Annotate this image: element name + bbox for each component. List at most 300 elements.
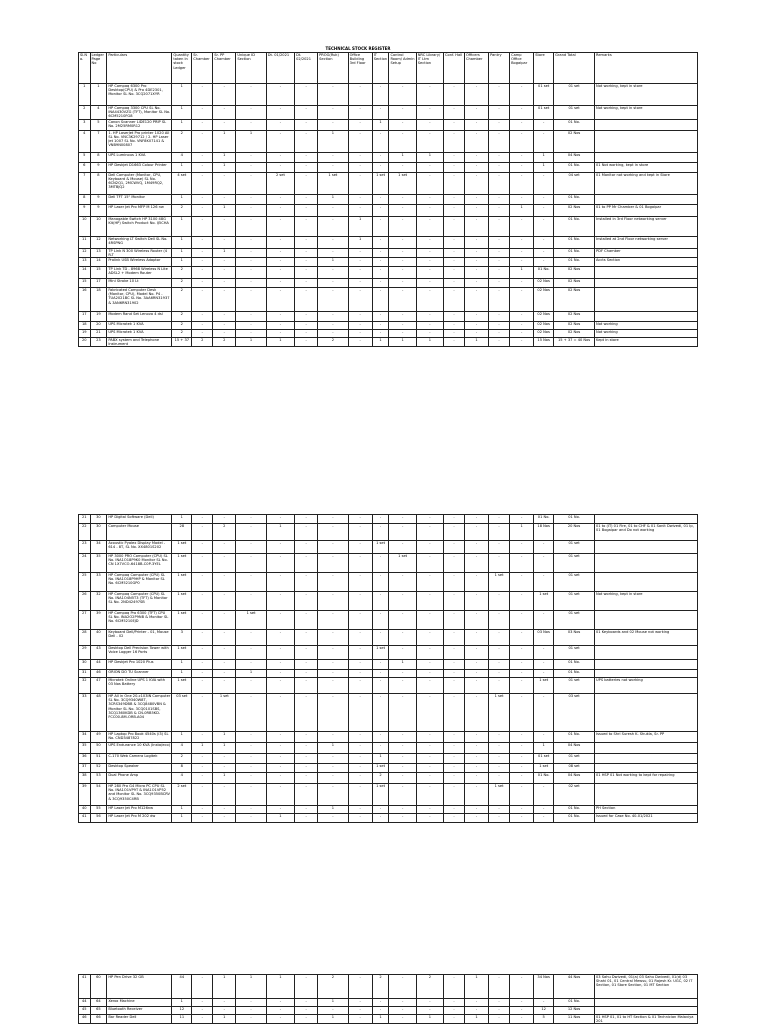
table-cell: - [348,119,372,130]
table-cell: - [192,194,213,204]
table-cell: - [266,732,294,743]
table-cell: - [372,630,389,646]
table-cell: - [489,1007,510,1015]
table-cell: 01 set [554,592,595,611]
table-cell: - [489,773,510,784]
table-cell: - [464,248,488,257]
table-cell: 39 [90,611,107,630]
table-cell: 36 [79,754,91,764]
table-cell: - [295,554,318,573]
table-cell: 08 set [554,764,595,773]
table-cell: - [213,267,236,279]
table-cell: 1 [318,999,348,1007]
table-cell: 31 [79,670,91,678]
table-cell: 55 [90,806,107,814]
table-cell: 01 set [534,106,554,120]
table-cell: 02 Nos [554,204,595,216]
table-cell: - [464,999,488,1007]
table-cell: - [236,84,266,106]
table-cell: - [295,248,318,257]
table-cell: - [510,541,534,554]
table-cell: - [295,678,318,694]
table-cell: 8 [172,764,192,773]
table-cell: 1 [534,162,554,172]
table-cell: - [489,119,510,130]
table-cell: - [348,592,372,611]
table-cell [595,541,698,554]
table-cell: 1 [416,338,443,347]
table-cell: - [489,248,510,257]
table-cell: - [389,784,416,806]
table-cell: - [416,162,443,172]
table-cell: - [534,694,554,732]
table-cell: 1 [464,975,488,999]
table-cell: - [348,288,372,312]
table-cell: HP Compaq Computer (CPU) SL No. INA1O18P9HP & Monitor SL No. 6CM5210GP0 [107,573,172,592]
table-cell: 01 set [554,106,595,120]
table-cell: - [444,258,465,267]
column-header: Office Building 3rd Floor [348,53,372,84]
table-cell: - [372,732,389,743]
table-cell: - [416,288,443,312]
table-cell: - [295,162,318,172]
column-header: Control Room/ Admin Setup [389,53,416,84]
table-cell: - [534,670,554,678]
table-cell: 01 set [534,754,554,764]
table-cell: 1 set [172,611,192,630]
table-cell: 01 No. [554,162,595,172]
table-cell: 1 [172,670,192,678]
table-cell: - [348,554,372,573]
table-cell: 01 Monitor not working and kept in Store [595,172,698,194]
table-cell: - [372,999,389,1007]
table-cell: - [489,152,510,162]
table-cell: - [510,162,534,172]
table-cell: HP Pen Drive 32 GB [107,975,172,999]
table-cell: 24 [79,554,91,573]
table-cell: - [464,678,488,694]
table-cell: - [444,338,465,347]
table-cell: - [213,236,236,248]
table-cell: - [464,592,488,611]
table-cell: 5 [79,152,91,162]
column-header: Unique ID Section [236,53,266,84]
table-cell: - [348,258,372,267]
table-row [79,694,698,732]
table-cell: - [416,130,443,152]
table-cell: 5 [534,1015,554,1024]
table-cell: - [416,806,443,814]
table-cell: - [318,678,348,694]
table-cell [595,119,698,130]
table-cell: - [534,541,554,554]
table-cell: - [464,216,488,236]
table-cell: - [192,773,213,784]
table-cell: - [489,592,510,611]
table-cell: - [295,814,318,823]
table-cell: - [348,773,372,784]
table-cell: - [510,694,534,732]
table-cell: Issued to Shri Suresh K. Shukla, Sr. PP [595,732,698,743]
table-cell: - [416,784,443,806]
table-cell: 01 No. [554,119,595,130]
table-cell: - [372,204,389,216]
table-cell: 01 set [554,611,595,630]
table-cell: - [266,694,294,732]
table-cell: - [213,999,236,1007]
table-cell: Modem Rand Set Lenovo 4 dsl [107,312,172,322]
table-cell: - [510,1007,534,1015]
table-cell: - [192,611,213,630]
table-cell: - [416,84,443,106]
table-cell: - [389,806,416,814]
table-cell: - [192,524,213,541]
table-cell [595,279,698,288]
table-cell: 1 [213,248,236,257]
table-cell: 1 [318,1015,348,1024]
table-cell: - [510,119,534,130]
table-cell: 02 Nos [534,288,554,312]
table-cell: - [266,754,294,764]
table-row [79,1007,698,1015]
table-cell: - [389,678,416,694]
table-cell: Accts Section [595,258,698,267]
table-cell: 1 [172,814,192,823]
table-cell: - [213,660,236,670]
table-cell: 3 [79,119,91,130]
table-cell: - [510,592,534,611]
table-cell: - [213,216,236,236]
table-cell: 1 set [372,646,389,660]
table-cell: - [444,279,465,288]
table-row [79,678,698,694]
table-cell: - [510,312,534,322]
table-cell: - [464,330,488,338]
table-cell: 13 [90,248,107,257]
table-cell: TP Link TD - 8968 Wireless N Lite ADSL2 + Modem Router [107,267,172,279]
table-cell: - [348,678,372,694]
table-cell: 1 [534,743,554,754]
table-cell: - [510,236,534,248]
table-cell: 01 set [534,84,554,106]
table-cell: - [389,130,416,152]
table-cell: - [236,162,266,172]
table-cell: - [318,573,348,592]
table-cell: - [464,573,488,592]
table-cell: 1 [172,248,192,257]
table-cell: 18 [90,288,107,312]
table-cell: 02 Nos [554,288,595,312]
table-cell: - [295,236,318,248]
table-cell: 1 [266,338,294,347]
table-cell: 2 [172,288,192,312]
table-cell: - [236,524,266,541]
table-cell: UPS Microtek 1 KVA [107,330,172,338]
table-cell: - [266,152,294,162]
table-cell: - [510,999,534,1007]
table-cell: 27 [79,611,91,630]
table-cell: - [389,975,416,999]
table-cell: 17 [90,279,107,288]
table-cell: Not working, kept in store [595,84,698,106]
table-cell: - [510,330,534,338]
table-cell: - [213,515,236,524]
table-cell [595,764,698,773]
table-cell: - [295,646,318,660]
table-cell: - [534,172,554,194]
table-cell: - [372,743,389,754]
table-cell: - [348,743,372,754]
column-header: Pantry [489,53,510,84]
table-cell: - [295,743,318,754]
table-cell: 1 [172,194,192,204]
table-cell: - [489,515,510,524]
table-row [79,573,698,592]
table-cell: - [534,236,554,248]
table-cell: - [295,732,318,743]
table-row [79,194,698,204]
table-cell: 13 [79,258,91,267]
table-cell: 01 set [554,541,595,554]
table-cell: 1 set [489,694,510,732]
table-cell: 1 [213,773,236,784]
table-cell: - [266,216,294,236]
table-row [79,216,698,236]
table-cell: Dual Phone Amp [107,773,172,784]
table-cell: - [318,216,348,236]
table-cell: - [416,194,443,204]
table-cell: 1 [464,1015,488,1024]
table-cell: 02 Nos [554,130,595,152]
table-cell: - [416,554,443,573]
table-cell: 1 [236,130,266,152]
table-cell: - [489,1015,510,1024]
table-cell: - [266,279,294,288]
table-cell: - [444,554,465,573]
table-cell: - [236,592,266,611]
table-cell: - [372,678,389,694]
table-cell: - [213,814,236,823]
table-cell: - [213,678,236,694]
table-cell: 29 [79,646,91,660]
table-cell: - [318,162,348,172]
table-cell [595,194,698,204]
table-cell: 10 [79,216,91,236]
table-cell: 2 [192,338,213,347]
table-cell: - [192,322,213,330]
table-cell: - [348,814,372,823]
table-cell: 34 [79,732,91,743]
table-cell: HP Compaq Pro 6300 (TFT) CPU SL No. INA2O2P9NB & Monitor SL No. 6CM5210EJD [107,611,172,630]
table-cell: - [444,732,465,743]
table-cell: - [236,248,266,257]
table-cell: - [192,312,213,322]
table-cell: 04 Nos [554,773,595,784]
table-cell: - [236,694,266,732]
table-cell: - [318,288,348,312]
table-cell: 35 [79,743,91,754]
table-cell: 01 No. [554,814,595,823]
table-cell: - [372,524,389,541]
table-cell: - [444,1007,465,1015]
table-cell: - [489,236,510,248]
table-cell: - [534,119,554,130]
stock-register-table-page-3 [78,974,698,1024]
table-cell [595,1007,698,1015]
column-header: Grand Total [554,53,595,84]
table-cell: - [318,279,348,288]
table-cell: 44 [172,975,192,999]
table-cell: - [348,330,372,338]
table-cell: - [295,784,318,806]
table-row [79,554,698,573]
table-cell: 46 [90,670,107,678]
table-cell: - [444,975,465,999]
table-cell: - [444,524,465,541]
table-cell: - [192,541,213,554]
table-cell: 03 set [554,694,595,732]
table-cell: - [236,236,266,248]
table-cell: Issued for Case No. 40-01/2021 [595,814,698,823]
table-cell: 1 set [534,592,554,611]
table-cell: UPS Endurance 10 KVA (Insta/eco) [107,743,172,754]
table-cell: - [318,814,348,823]
table-cell: - [489,524,510,541]
table-cell: Installed at 2nd Floor networking server [595,236,698,248]
table-cell: 56 [90,814,107,823]
table-cell: Networking LT Switch Dell SL No. 4RSPNG [107,236,172,248]
table-cell: - [464,784,488,806]
table-cell: - [348,646,372,660]
table-cell: 1 [416,152,443,162]
table-cell: 41 [79,975,91,999]
table-cell: - [489,338,510,347]
table-cell: - [444,216,465,236]
table-cell: - [444,678,465,694]
table-cell: 15 [79,279,91,288]
table-cell: 14 [90,258,107,267]
table-cell [595,288,698,312]
table-cell: Not working, kept in store [595,106,698,120]
column-header: Dt. 02/2021 [295,53,318,84]
table-row [79,267,698,279]
table-cell: - [348,764,372,773]
table-cell: 15 [90,267,107,279]
table-cell: 02 Nos [534,322,554,330]
table-cell: - [266,592,294,611]
table-cell: 49 [90,732,107,743]
table-cell: 1 [192,743,213,754]
table-cell: - [295,84,318,106]
table-cell: 22 [79,524,91,541]
table-cell: - [464,732,488,743]
table-cell: 1 set [318,172,348,194]
table-row [79,611,698,630]
header-row [79,53,698,84]
table-cell: - [389,258,416,267]
table-cell: - [389,999,416,1007]
table-cell: - [348,84,372,106]
table-cell: 04 Nos [554,743,595,754]
table-cell: - [266,784,294,806]
table-cell: - [534,611,554,630]
table-cell: Acoustic Pyalex Display Model - 614 - 8T, SL No. XX4801S202 [107,541,172,554]
table-cell: - [266,84,294,106]
table-cell: - [416,660,443,670]
table-cell: - [192,592,213,611]
table-cell: - [464,236,488,248]
table-cell: 1 [172,806,192,814]
table-cell: - [510,515,534,524]
table-cell: - [510,106,534,120]
table-cell: 12 [79,248,91,257]
table-cell: 04 set [554,172,595,194]
table-cell: - [295,152,318,162]
table-cell: 32 [79,678,91,694]
table-row [79,130,698,152]
table-cell: - [416,248,443,257]
table-cell: 1 [534,152,554,162]
table-cell [595,646,698,660]
table-cell: - [192,630,213,646]
table-cell: - [510,975,534,999]
table-cell: - [295,330,318,338]
table-cell: - [372,288,389,312]
table-cell: - [295,288,318,312]
table-cell: - [372,814,389,823]
table-cell: - [236,279,266,288]
table-cell: - [510,248,534,257]
table-cell: - [266,660,294,670]
table-cell: - [389,754,416,764]
table-cell: 02 Nos [554,330,595,338]
table-cell: - [489,106,510,120]
table-cell: - [236,554,266,573]
table-cell: - [192,248,213,257]
table-cell: - [489,611,510,630]
table-cell: 33 [90,573,107,592]
table-cell: - [489,670,510,678]
table-cell: 2 [372,975,389,999]
table-cell: - [389,267,416,279]
table-cell: 1 set [172,554,192,573]
table-cell: - [510,611,534,630]
table-cell: - [389,106,416,120]
table-cell: 1 [389,152,416,162]
table-cell: - [444,592,465,611]
table-cell: 1 set [534,678,554,694]
table-cell: - [416,764,443,773]
stock-register-table-page-2 [78,514,698,823]
table-cell: 8 [79,194,91,204]
table-cell: - [444,130,465,152]
table-cell: - [510,322,534,330]
table-cell: HP 3000 PRO Computer (CPU) SL No. INA1O18P9K0 Monitor SL No. CN 1X7VCO-6418B-C0P-3YEL [107,554,172,573]
table-cell: 01 No. [554,806,595,814]
table-cell: 01 No. [554,216,595,236]
table-cell: - [266,204,294,216]
table-cell: - [372,322,389,330]
table-cell: - [510,130,534,152]
table-cell: - [444,288,465,312]
table-cell: 32 [90,592,107,611]
table-cell: - [295,216,318,236]
table-cell: UPS Luminous 1 KVA [107,152,172,162]
table-cell: - [266,236,294,248]
table-cell: - [236,646,266,660]
table-cell: - [510,743,534,754]
table-cell: - [192,236,213,248]
